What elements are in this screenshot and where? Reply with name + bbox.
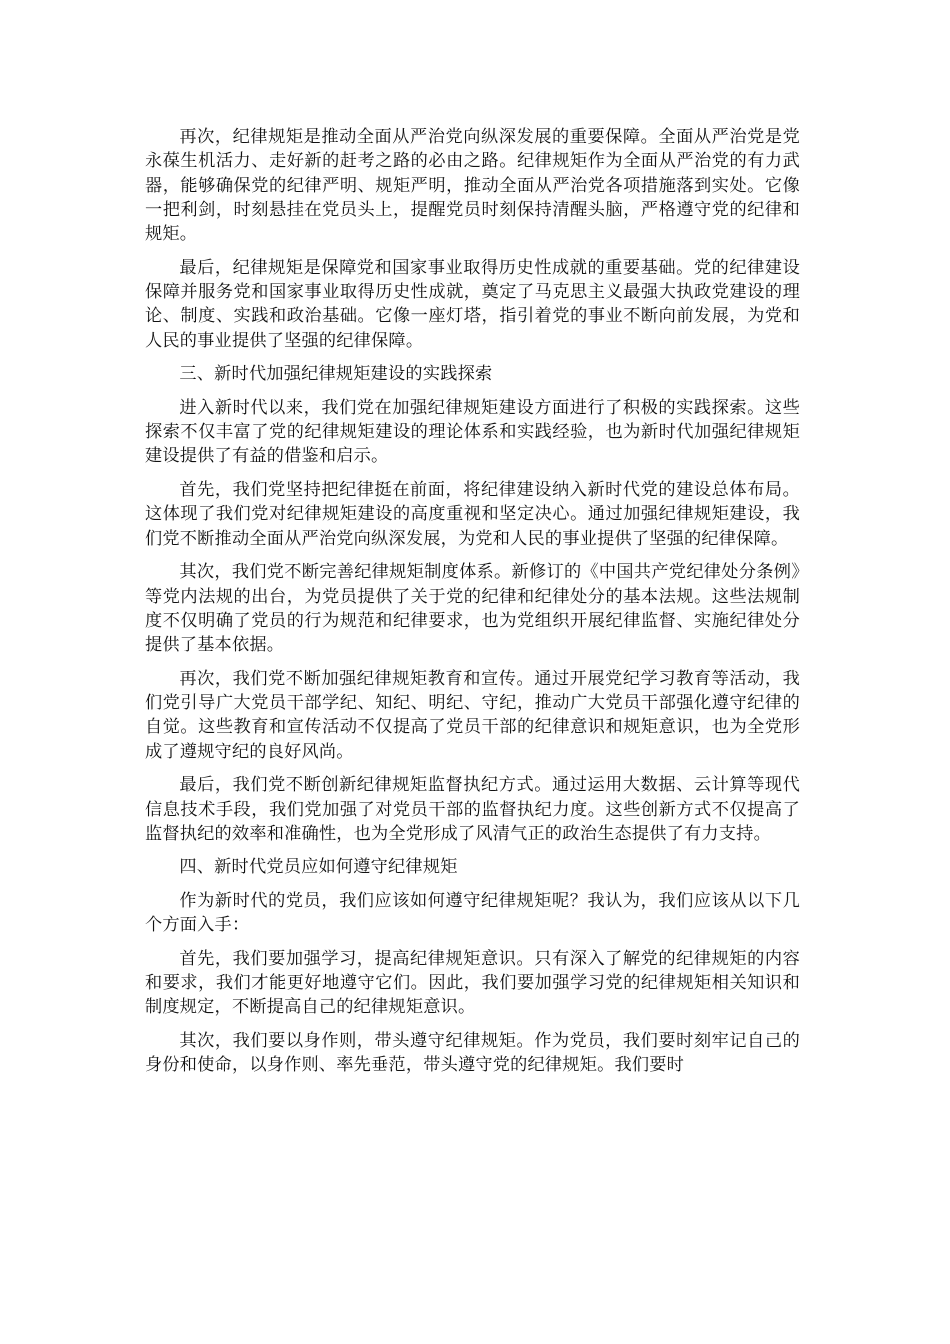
section-heading-4: 四、新时代党员应如何遵守纪律规矩 [179, 857, 458, 878]
paragraph-practice-intro: 进入新时代以来，我们党在加强纪律规矩建设方面进行了积极的实践探索。这些探索不仅丰富了党的纪律规矩建设的理论体系和实践经验，也为新时代加强纪律规矩建设提供了有益的借鉴和启示。 [145, 397, 800, 467]
paragraph-discipline-foundation: 最后，纪律规矩是保障党和国家事业取得历史性成就的重要基础。党的纪律建设保障并服务党和国家事业取得历史性成就，奠定了马克思主义最强大执政党建设的理论、制度、实践和政治基础。它像一座灯塔，指引着党的事业不断向前发展，为党和人民的事业提供了坚强的纪律保障。 [145, 257, 800, 351]
paragraph-members-intro: 作为新时代的党员，我们应该如何遵守纪律规矩呢？我认为，我们应该从以下几个方面入手： [145, 890, 800, 936]
paragraph-discipline-guarantee: 再次，纪律规矩是推动全面从严治党向纵深发展的重要保障。全面从严治党是党永葆生机活力、走好新的赶考之路的必由之路。纪律规矩作为全面从严治党的有力武器，能够确保党的纪律严明、规矩严明，推动全面从严治党各项措施落到实处。它像一把利剑，时刻悬挂在党员头上，提醒党员时刻保持清醒头脑，严格遵守党的纪律和规矩。 [145, 127, 800, 245]
paragraph-members-second: 其次，我们要以身作则，带头遵守纪律规矩。作为党员，我们要时刻牢记自己的身份和使命，以身作则、率先垂范，带头遵守党的纪律规矩。我们要时 [145, 1031, 800, 1076]
paragraph-practice-second: 其次，我们党不断完善纪律规矩制度体系。新修订的《中国共产党纪律处分条例》等党内法规的出台，为党员提供了关于党的纪律和纪律处分的基本法规。这些法规制度不仅明确了党员的行为规范和纪律要求，也为党组织开展纪律监督、实施纪律处分提供了基本依据。 [145, 562, 800, 656]
section-heading-3: 三、新时代加强纪律规矩建设的实践探索 [179, 364, 493, 385]
paragraph-practice-last: 最后，我们党不断创新纪律规矩监督执纪方式。通过运用大数据、云计算等现代信息技术手段，我们党加强了对党员干部的监督执纪力度。这些创新方式不仅提高了监督执纪的效率和准确性，也为全党形成了风清气正的政治生态提供了有力支持。 [145, 775, 800, 844]
paragraph-members-first: 首先，我们要加强学习，提高纪律规矩意识。只有深入了解党的纪律规矩的内容和要求，我们才能更好地遵守它们。因此，我们要加强学习党的纪律规矩相关知识和制度规定，不断提高自己的纪律规矩意识。 [145, 948, 800, 1018]
document-page [145, 125, 800, 1087]
paragraph-practice-first: 首先，我们党坚持把纪律挺在前面，将纪律建设纳入新时代党的建设总体布局。这体现了我们党对纪律规矩建设的高度重视和坚定决心。通过加强纪律规矩建设，我们党不断推动全面从严治党向纵深发展，为党和人民的事业提供了坚强的纪律保障。 [145, 480, 800, 549]
paragraph-practice-third: 再次，我们党不断加强纪律规矩教育和宣传。通过开展党纪学习教育等活动，我们党引导广大党员干部学纪、知纪、明纪、守纪，推动广大党员干部强化遵守纪律的自觉。这些教育和宣传活动不仅提高了党员干部的纪律意识和规矩意识，也为全党形成了遵规守纪的良好风尚。 [145, 668, 800, 762]
